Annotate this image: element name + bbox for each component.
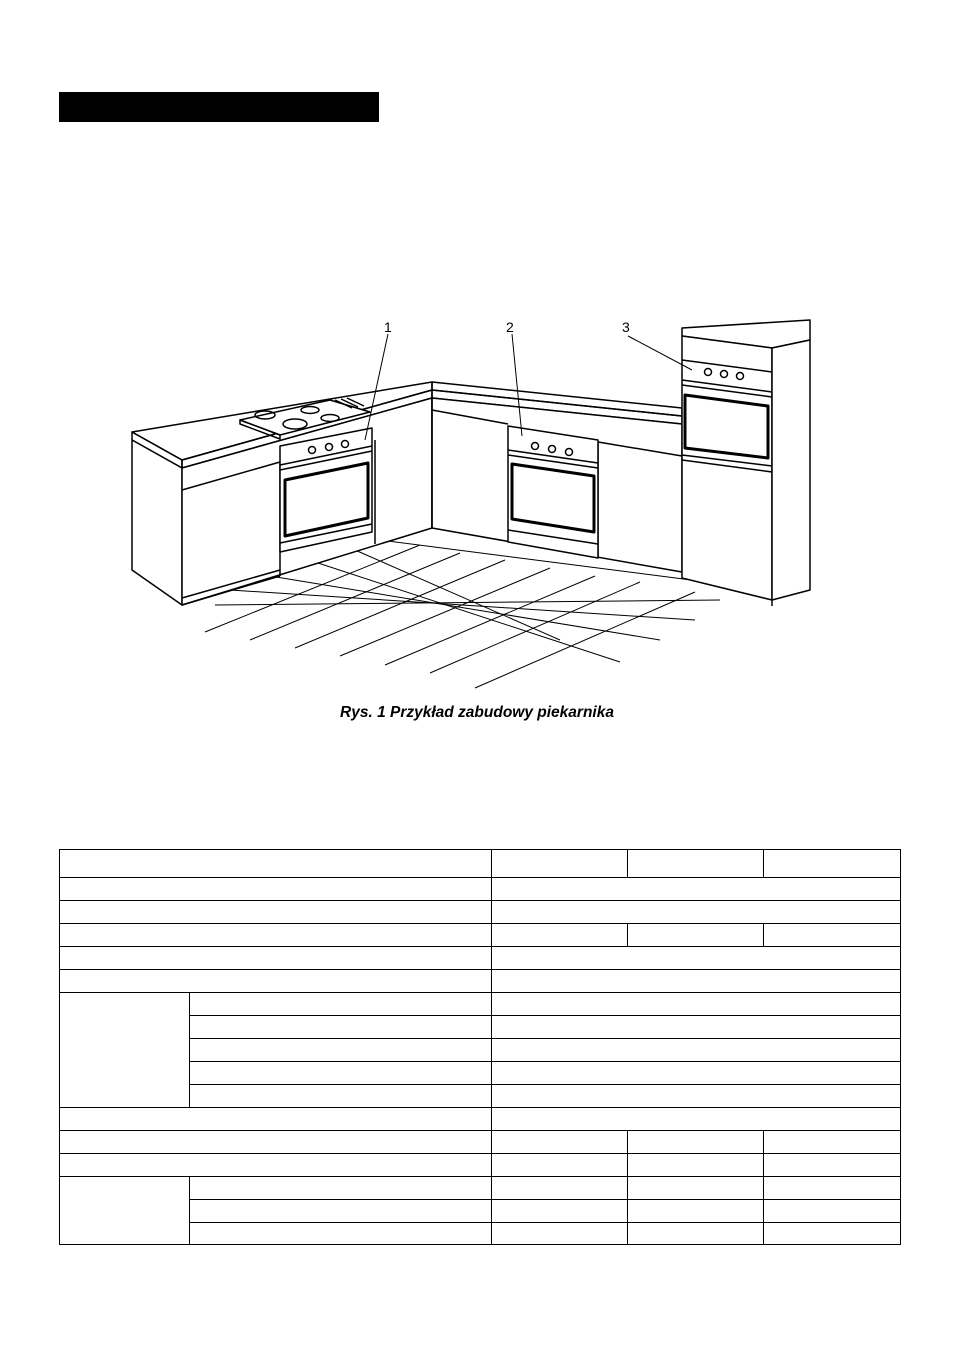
table-row — [60, 993, 901, 1016]
kitchen-figure — [120, 300, 840, 700]
callout-1: 1 — [384, 319, 392, 335]
figure-caption: Rys. 1 Przykład zabudowy piekarnika — [340, 704, 614, 721]
table-row — [60, 878, 901, 901]
table-row — [60, 1108, 901, 1131]
table-row — [60, 901, 901, 924]
table-row — [60, 924, 901, 947]
callout-labels — [384, 319, 630, 335]
table-row — [60, 1177, 901, 1200]
table-row — [60, 850, 901, 878]
callout-2: 2 — [506, 319, 514, 335]
tall-cabinet — [682, 320, 810, 606]
table-row — [60, 947, 901, 970]
oven-2 — [508, 426, 598, 558]
table-row — [60, 970, 901, 993]
table-row — [60, 1131, 901, 1154]
callout-3: 3 — [622, 319, 630, 335]
section-heading-bar — [59, 92, 379, 122]
oven-1 — [280, 428, 372, 552]
spec-table — [59, 849, 901, 1245]
table-row — [60, 1154, 901, 1177]
